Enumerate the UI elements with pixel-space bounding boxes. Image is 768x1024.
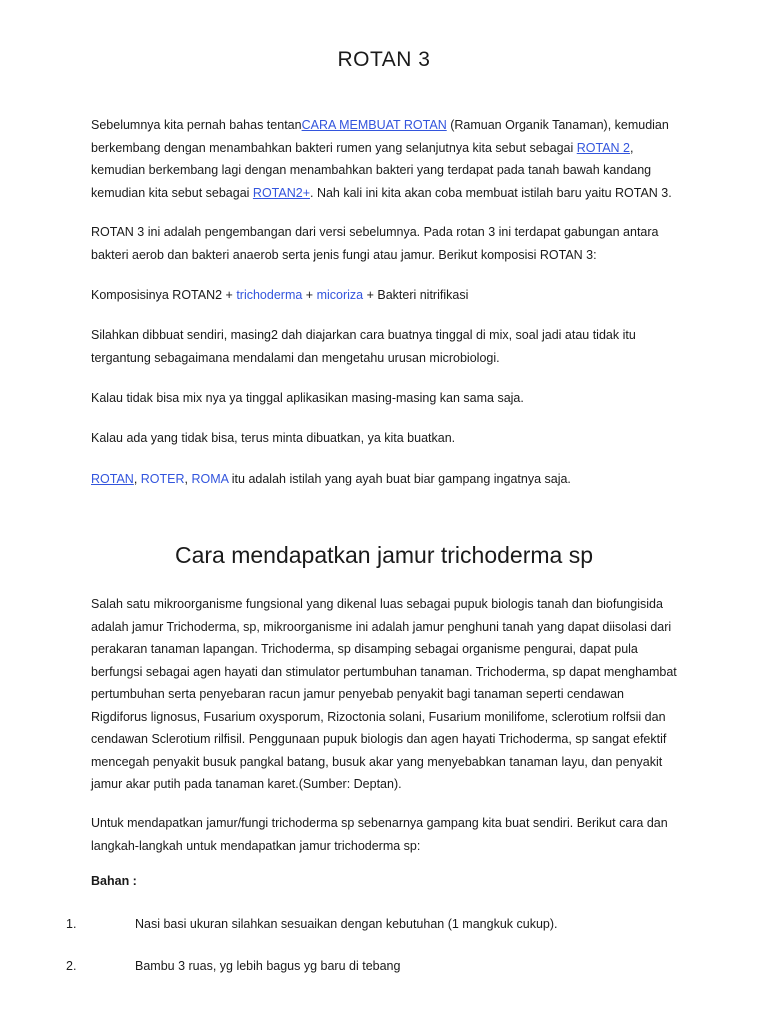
link-trichoderma[interactable]: trichoderma: [236, 288, 303, 302]
list-item-text: Nasi basi ukuran silahkan sesuaikan dengan kebutuhan (1 mangkuk cukup).: [135, 917, 558, 931]
link-cara-membuat-rotan[interactable]: CARA MEMBUAT ROTAN: [301, 118, 447, 132]
list-item-number: 2.: [66, 959, 77, 973]
paragraph-trichoderma-steps-intro: Untuk mendapatkan jamur/fungi trichoderma sp sebenarnya gampang kita buat sendiri. Berikut cara dan langkah-langkah untuk mendapatkan jamur trichoderma sp:: [91, 816, 668, 853]
paragraph-composition: Komposisinya ROTAN2 + trichoderma + micoriza + Bakteri nitrifikasi: [91, 288, 469, 302]
list-item-text: Bambu 3 ruas, yg lebih bagus yg baru di tebang: [135, 959, 401, 973]
section-heading-trichoderma: Cara mendapatkan jamur trichoderma sp: [174, 542, 594, 568]
document-title: ROTAN 3: [337, 48, 431, 71]
paragraph-instructions: Silahkan dibbuat sendiri, masing2 dah diajarkan cara buatnya tinggal di mix, soal jadi atau tidak itu tergantung sebagaimana mendalami dan mengetahu urusan microbiologi.: [91, 328, 636, 365]
link-rotan-2[interactable]: ROTAN 2: [576, 140, 630, 155]
paragraph-terms: ROTAN, ROTER, ROMA itu adalah istilah yang ayah buat biar gampang ingatnya saja.: [91, 472, 571, 486]
paragraph-request: Kalau ada yang tidak bisa, terus minta dibuatkan, ya kita buatkan.: [91, 431, 456, 445]
list-item-number: 1.: [66, 917, 77, 931]
materials-heading: Bahan :: [91, 874, 137, 888]
link-roter[interactable]: ROTER: [140, 472, 185, 486]
paragraph-rotan3-description: ROTAN 3 ini adalah pengembangan dari versi sebelumnya. Pada rotan 3 ini terdapat gabungan antara bakteri aerob dan bakteri anaerob serta jenis fungi atau jamur. Berikut komposisi ROTAN 3:: [91, 225, 659, 262]
link-rotan[interactable]: ROTAN: [91, 472, 134, 486]
paragraph-mix: Kalau tidak bisa mix nya ya tinggal aplikasikan masing-masing kan sama saja.: [91, 391, 524, 405]
link-rotan2-plus[interactable]: ROTAN2+: [252, 185, 310, 200]
paragraph-trichoderma-description: Salah satu mikroorganisme fungsional yang dikenal luas sebagai pupuk biologis tanah dan biofungisida adalah jamur Trichoderma, sp, mikroorganisme ini adalah jamur penghuni tanah yang dapat diisolasi dari perakaran tanaman lapangan. Trichoderma, sp disamping sebagai organisme pengurai, dapat pula berfungsi sebagai agen hayati dan stimulator pertumbuhan tanaman. Trichoderma, sp dapat menghambat pertumbuhan serta penyebaran racun jamur penyebab penyakit bagi tanaman seperti cendawan Rigdiforus lignosus, Fusarium oxysporum, Rizoctonia solani, Fusarium monilifome, sclerotium rolfsii dan cendawan Sclerotium rilfisil. Penggunaan pupuk biologis dan agen hayati Trichoderma, sp sangat efektif mencegah penyakit busuk pangkal batang, busuk akar yang menyebabkan tanaman layu, dan penyakit jamur akar putih pada tanaman karet.(Sumber: Deptan).: [91, 597, 677, 791]
link-micoriza[interactable]: micoriza: [316, 288, 364, 302]
link-roma[interactable]: ROMA: [191, 472, 229, 486]
paragraph-intro: Sebelumnya kita pernah bahas tentanCARA MEMBUAT ROTAN (Ramuan Organik Tanaman), kemudian berkembang dengan menambahkan bakteri rumen yang selanjutnya kita sebut sebagai ROTAN 2, kemudian berkembang lagi dengan menambahkan bakteri yang terdapat pada tanah bawah kandang kemudian kita sebut sebagai ROTAN2+. Nah kali ini kita akan coba membuat istilah baru yaitu ROTAN 3.: [91, 118, 672, 200]
